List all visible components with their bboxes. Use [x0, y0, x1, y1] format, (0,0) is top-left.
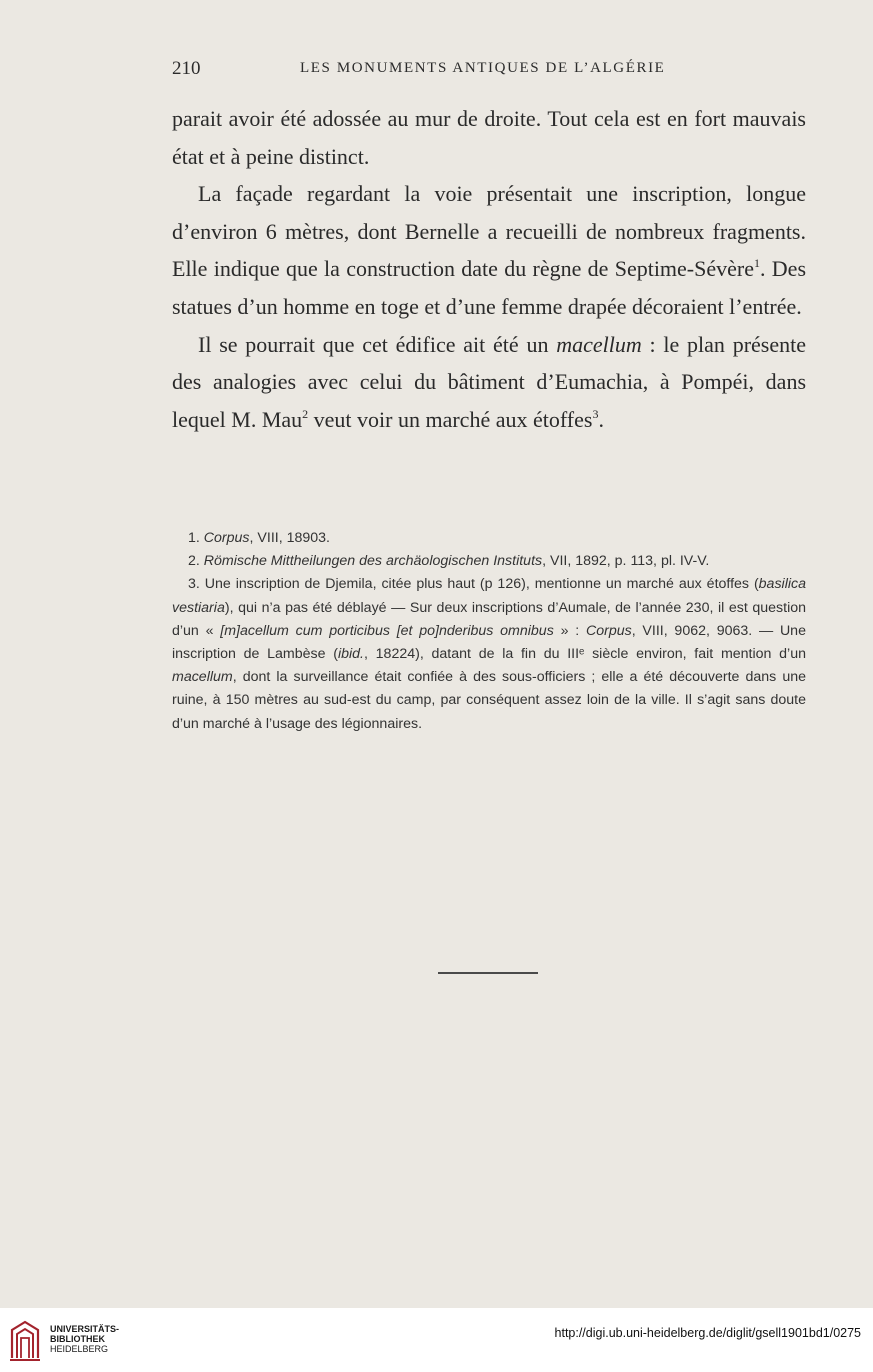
viewer-footer [0, 1308, 873, 1372]
paragraph: parait avoir été adossée au mur de droite. Tout cela est en fort mauvais état et à peine distinct. [172, 106, 806, 169]
italic-text: Corpus [203, 530, 250, 546]
footnotes [172, 527, 806, 736]
footnote-marker: 1 [754, 256, 760, 271]
italic-text: basilica vestiaria [172, 576, 806, 616]
italic-text: macellum [556, 331, 642, 357]
footnote: 1. Corpus, VIII, 18903. [188, 530, 330, 546]
footnote: 3. Une inscription de Djemila, citée plus haut (p 126), mentionne un marché aux étoffes (basilica vestiaria), qui n’a pas été déblayé — Sur deux inscriptions d’Aumale, de l’année 230, il est question d’un « [m]acellum cum porticibus [et po]nderibus omnibus » : Corpus, VIII, 9062, 9063. — Une inscription de Lambèse (ibid., 18224), datant de la fin du IIIᵉ siècle environ, fait mention d’un macellum, dont la surveillance était confiée à des sous-officiers ; elle a été découverte dans une ruine, à 150 mètres au sud-est du camp, par conséquent assez loin de la ville. Il s’agit sans doute d’un marché à l’usage des légionnaires. [172, 576, 806, 732]
italic-text: ibid. [337, 646, 364, 663]
running-title: LES MONUMENTS ANTIQUES DE L’ALGÉRIE [300, 60, 666, 76]
footnote: 2. Römische Mittheilungen des archäologischen Instituts, VII, 1892, p. 113, pl. IV-V. [188, 553, 710, 570]
footnote-marker: 3 [592, 406, 599, 421]
page-header [172, 58, 806, 86]
italic-text: Corpus [585, 622, 632, 639]
italic-text: [m]acellum cum porticibus [et po]nderibus omnibus [220, 622, 554, 639]
library-name [50, 1324, 119, 1354]
library-line: UNIVERSITÄTS- [50, 1324, 120, 1334]
paragraph: Il se pourrait que cet édifice ait été un macellum : le plan présente des analogies avec celui du bâtiment d’Eumachia, à Pompéi, dans lequel M. Mau$^2$ veut voir un marché aux étoffes$^3$. [172, 331, 806, 432]
heidelberg-library-logo-icon [8, 1318, 42, 1362]
source-url[interactable]: http://digi.ub.uni-heidelberg.de/diglit/gsell1901bd1/0275 [554, 1326, 861, 1340]
library-line: HEIDELBERG [50, 1344, 109, 1354]
italic-text: macellum [172, 669, 233, 686]
footnote-marker: 2 [302, 406, 309, 421]
page-number: 210 [172, 58, 201, 79]
end-rule [438, 972, 538, 974]
main-text [172, 100, 806, 438]
paragraph: La façade regardant la voie présentait une inscription, longue d’environ 6 mètres, dont Bernelle a recueilli de nombreux fragments. Elle indique que la construction date du règne de Septime-Sévère$^1$. Des statues d’un homme en toge et d’une femme drapée décoraient l’entrée. [172, 181, 807, 319]
library-line: BIBLIOTHEK [50, 1334, 105, 1344]
italic-text: Römische Mittheilungen des archäologischen Instituts [203, 553, 543, 570]
